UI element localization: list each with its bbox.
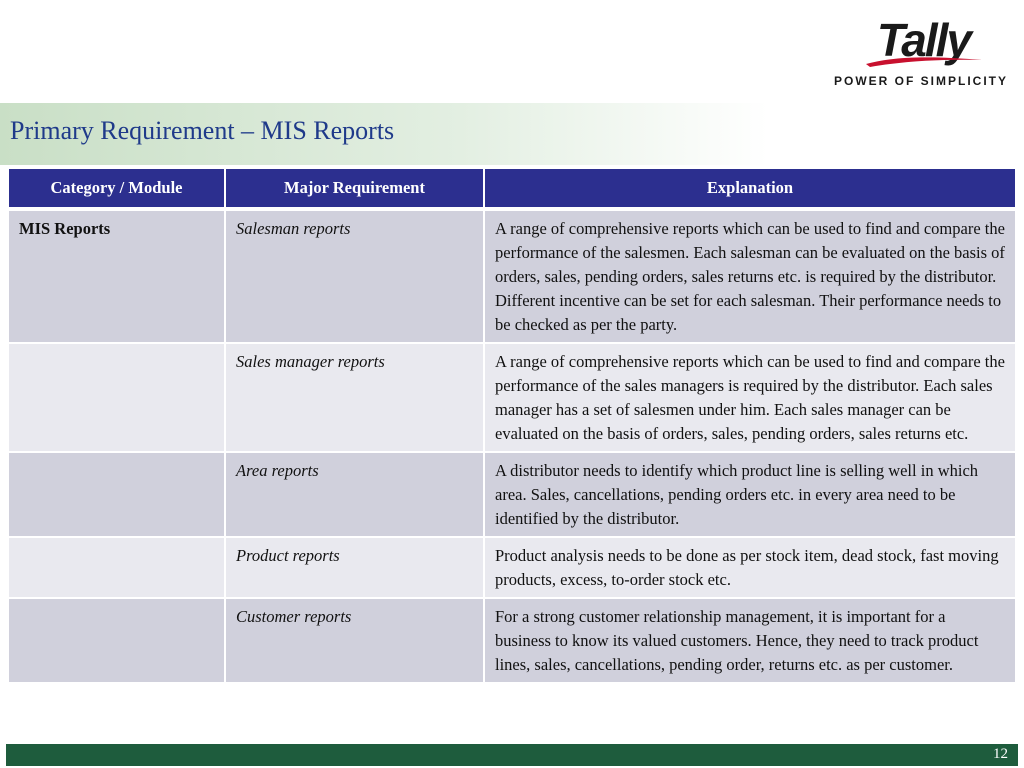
page-title: Primary Requirement – MIS Reports [10, 116, 395, 145]
page-number: 12 [993, 746, 1008, 762]
category-cell: MIS Reports [8, 209, 225, 343]
requirement-cell: Salesman reports [225, 209, 484, 343]
column-header-category: Category / Module [8, 168, 225, 209]
explanation-cell: A range of comprehensive reports which can be used to find and compare the performance of the salesmen. Each salesman can be evaluated on the basis of orders, sales, pending orders, sales returns etc. is required by the distributor. Different incentive can be set for each salesman. Their performance needs to be checked as per the party. [484, 209, 1016, 343]
table-header-row [8, 168, 1016, 209]
explanation-cell: For a strong customer relationship management, it is important for a business to know its valued customers. Hence, they need to track product lines, sales, cancellations, pending order, returns etc. as per customer. [484, 598, 1016, 683]
requirement-cell: Area reports [225, 452, 484, 537]
category-cell [8, 343, 225, 452]
table-row [8, 598, 1016, 683]
requirement-cell: Customer reports [225, 598, 484, 683]
table-row [8, 343, 1016, 452]
explanation-cell: A range of comprehensive reports which can be used to find and compare the performance of the sales managers is required by the distributor. Each sales manager has a set of salesmen under him. Each sales manager can be evaluated on the basis of orders, sales, pending orders, sales returns etc. [484, 343, 1016, 452]
logo-tagline: POWER OF SIMPLICITY [833, 74, 1008, 88]
table-row [8, 452, 1016, 537]
logo-swoosh-icon [864, 54, 984, 68]
table-row [8, 209, 1016, 343]
explanation-cell: A distributor needs to identify which product line is selling well in which area. Sales, cancellations, pending orders etc. in every area need to be identified by the distributor. [484, 452, 1016, 537]
category-cell [8, 598, 225, 683]
explanation-cell: Product analysis needs to be done as per stock item, dead stock, fast moving products, excess, to-order stock etc. [484, 537, 1016, 598]
requirement-cell: Product reports [225, 537, 484, 598]
column-header-requirement: Major Requirement [225, 168, 484, 209]
tally-logo [833, 12, 1010, 92]
category-cell [8, 452, 225, 537]
table-row [8, 537, 1016, 598]
column-header-explanation: Explanation [484, 168, 1016, 209]
logo-wordmark: Tally [876, 14, 970, 66]
requirements-table [7, 167, 1017, 684]
requirement-cell: Sales manager reports [225, 343, 484, 452]
footer-bar [6, 744, 1018, 766]
category-cell [8, 537, 225, 598]
